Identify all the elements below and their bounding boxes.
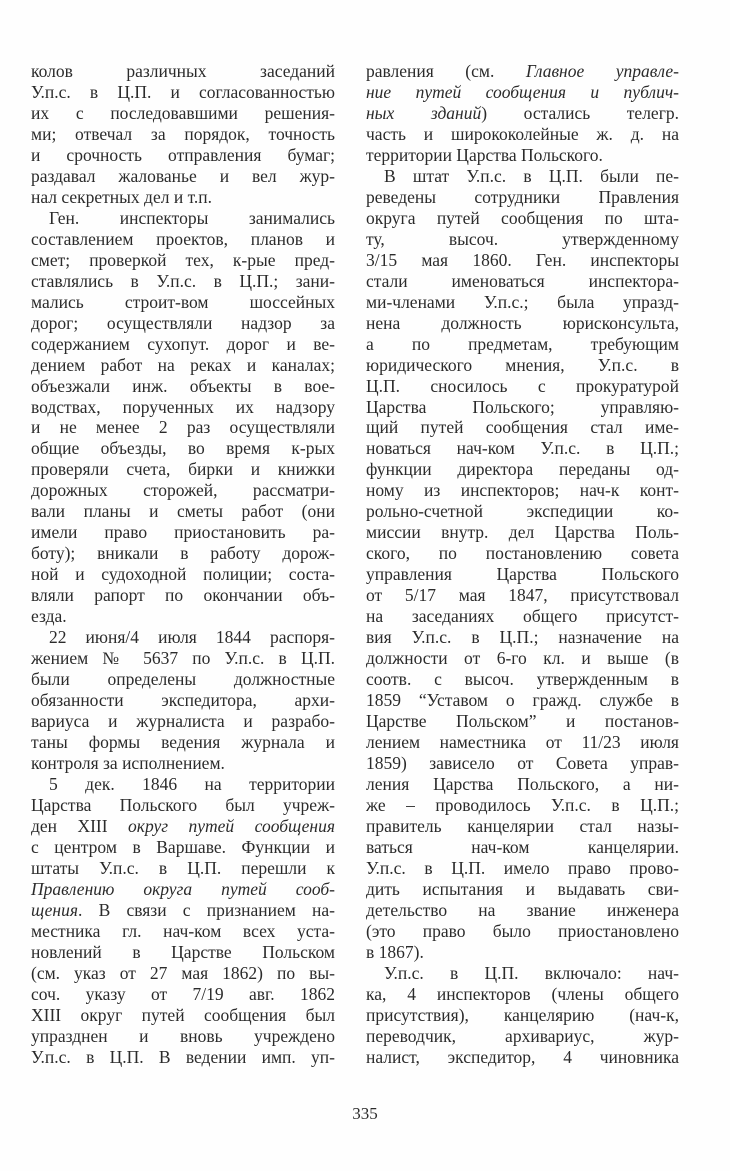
text-line <box>31 606 335 627</box>
text-line <box>366 250 679 271</box>
text-line <box>366 795 679 816</box>
text-line <box>31 564 335 585</box>
text-line <box>31 1047 335 1068</box>
text-line <box>31 250 335 271</box>
italic-text: ние путей сообщения и публич- <box>366 81 679 102</box>
text-segment: в 1867). <box>366 941 424 962</box>
text-segment: Царстве Польском” и постанов- <box>366 711 679 732</box>
text-segment: щий путей сообщения стал име- <box>366 417 679 438</box>
text-line <box>31 82 335 103</box>
text-line <box>31 984 335 1005</box>
text-segment: Царства Польского был учреж- <box>31 794 335 815</box>
text-line <box>366 522 679 543</box>
text-line <box>31 1005 335 1026</box>
text-segment: У.п.с. в Ц.П. включало: нач- <box>384 962 679 983</box>
text-segment: ставлялись в У.п.с. в Ц.П.; зани- <box>31 270 335 291</box>
text-line <box>31 61 335 82</box>
text-line <box>31 292 335 313</box>
text-line <box>31 858 335 879</box>
text-segment: (см. указ от 27 мая 1862) по вы- <box>31 962 335 983</box>
text-segment: нал секретных дел и т.п. <box>31 186 213 207</box>
text-line <box>366 480 679 501</box>
text-segment: общие объезды, во время к-рых <box>31 438 335 459</box>
text-segment: таны формы ведения журнала и <box>31 732 335 752</box>
page-number: 335 <box>352 1104 378 1123</box>
text-line <box>31 166 335 187</box>
text-segment: В штат У.п.с. в Ц.П. были пе- <box>384 165 679 186</box>
text-segment: У.п.с. в Ц.П. В ведении имп. уп- <box>31 1046 335 1067</box>
text-segment: переводчик, архивариус, жур- <box>366 1025 679 1046</box>
text-line <box>366 145 679 166</box>
text-segment: их с последовавшими решения- <box>31 102 335 123</box>
text-line <box>366 124 679 145</box>
text-segment: проверяли счета, бирки и книжки <box>31 459 335 480</box>
text-line <box>366 942 679 963</box>
text-segment: упразднен и вновь учреждено <box>31 1025 335 1046</box>
text-segment: местника гл. нач-ком всех уста- <box>31 920 335 941</box>
text-segment: ваться нач-ком канцелярии. <box>366 836 679 857</box>
text-segment: вляли рапорт по окончании объ- <box>31 585 335 606</box>
text-segment: соотв. с высоч. утвержденным в <box>366 669 679 690</box>
text-segment: штаты У.п.с. в Ц.П. перешли к <box>31 857 335 878</box>
text-line <box>31 145 335 166</box>
text-line <box>31 543 335 564</box>
text-segment: ми; отвечал за порядок, точность <box>31 123 335 144</box>
text-line <box>31 585 335 606</box>
text-segment: ления Царства Польского, а ни- <box>366 773 679 794</box>
text-line <box>366 459 679 480</box>
text-segment: У.п.с. в Ц.П. и согласованностью <box>31 81 335 102</box>
text-line <box>366 313 679 334</box>
text-segment: У.п.с. в Ц.П. имело право прово- <box>366 857 679 878</box>
text-segment: стали именоваться инспектора- <box>366 270 679 291</box>
text-segment: миссии внутр. дел Царства Поль- <box>366 522 679 543</box>
text-line <box>31 942 335 963</box>
text-segment: же – проводилось У.п.с. в Ц.П.; <box>366 794 679 815</box>
text-segment: боту); вникали в работу дорож- <box>31 543 335 564</box>
text-line <box>366 1026 679 1047</box>
text-line <box>366 921 679 942</box>
text-segment: лением наместника от 11/23 июля <box>366 732 679 752</box>
text-segment: контроля за исполнением. <box>31 752 225 773</box>
text-line <box>366 355 679 376</box>
text-segment: жением № 5637 по У.п.с. в Ц.П. <box>31 648 335 669</box>
text-segment: ского, по постановлению совета <box>366 543 679 564</box>
text-segment: а по предметам, требующим <box>366 333 679 354</box>
text-line <box>31 669 335 690</box>
text-line <box>31 837 335 858</box>
text-segment: объезжали инж. объекты в вое- <box>31 375 335 396</box>
text-line <box>366 543 679 564</box>
text-segment: юридического мнения, У.п.с. в <box>366 354 679 375</box>
text-line <box>366 627 679 648</box>
text-segment: XIII округ путей сообщения был <box>31 1004 335 1025</box>
text-line <box>366 669 679 690</box>
text-segment: 22 июня/4 июля 1844 распоря- <box>49 627 335 648</box>
text-segment: вали планы и сметы работ (они <box>31 501 335 522</box>
text-line <box>31 355 335 376</box>
text-line <box>31 795 335 816</box>
text-line <box>366 501 679 522</box>
text-line <box>366 984 679 1005</box>
text-segment: соч. указу от 7/19 авг. 1862 <box>31 983 335 1004</box>
text-segment: имели право приостановить ра- <box>31 522 335 543</box>
text-line <box>366 1047 679 1068</box>
text-line <box>366 397 679 418</box>
text-line <box>366 103 679 124</box>
text-segment: равления (см. <box>366 61 526 81</box>
text-line <box>366 187 679 208</box>
text-line <box>31 690 335 711</box>
text-segment: управления Царства Польского <box>366 564 679 585</box>
text-column-left <box>31 61 335 1068</box>
text-segment: содержанием сухопут. дорог и ве- <box>31 333 335 354</box>
text-line <box>366 564 679 585</box>
text-line <box>366 900 679 921</box>
text-segment: территории Царства Польского. <box>366 144 603 165</box>
text-line <box>366 963 679 984</box>
text-line <box>366 1005 679 1026</box>
text-segment: округа путей сообщения по шта- <box>366 207 679 228</box>
text-line <box>31 376 335 397</box>
italic-text: Главное управле- <box>525 61 679 81</box>
text-line <box>366 690 679 711</box>
text-segment: должности от 6-го кл. и выше (в <box>366 648 679 669</box>
italic-text: Правлению округа путей сооб- <box>31 878 335 899</box>
text-segment: часть и ширококолейные ж. д. на <box>366 123 679 144</box>
text-segment: обязанности экспедитора, архи- <box>31 690 335 711</box>
text-segment: рольно-счетной экспедиции ко- <box>366 501 679 522</box>
text-segment: налист, экспедитор, 4 чиновника <box>366 1046 679 1067</box>
text-line <box>366 292 679 313</box>
text-line <box>31 124 335 145</box>
text-segment: новаться нач-ком У.п.с. в Ц.П.; <box>366 438 679 459</box>
text-segment: составлением проектов, планов и <box>31 228 335 249</box>
text-line <box>31 963 335 984</box>
text-line <box>31 271 335 292</box>
text-line <box>366 753 679 774</box>
text-segment: раздавал жалованье и вел жур- <box>31 165 335 186</box>
text-segment: . В связи с признанием на- <box>77 899 335 920</box>
text-line <box>31 711 335 732</box>
text-segment: ной и судоходной полиции; соста- <box>31 564 335 585</box>
text-segment: ту, высоч. утвержденному <box>366 228 679 249</box>
text-line <box>31 208 335 229</box>
text-segment: смет; проверкой тех, к-рые пред- <box>31 249 335 270</box>
italic-text: округ путей сообщения <box>128 815 335 836</box>
text-segment: от 5/17 мая 1847, присутствовал <box>366 585 679 606</box>
text-line <box>366 208 679 229</box>
text-line <box>31 648 335 669</box>
text-segment: ден XIII <box>31 815 129 836</box>
text-segment: дорожных сторожей, рассматри- <box>31 480 335 501</box>
text-segment: вия У.п.с. в Ц.П.; назначение на <box>366 627 679 648</box>
text-segment: дорог; осуществляли надзор за <box>31 312 335 333</box>
text-segment: мались строит-вом шоссейных <box>31 291 335 312</box>
italic-text: ных зданий <box>366 102 482 123</box>
text-line <box>31 753 335 774</box>
text-line <box>366 774 679 795</box>
text-line <box>366 585 679 606</box>
text-line <box>31 480 335 501</box>
text-segment: на заседаниях общего присутст- <box>366 606 679 627</box>
text-segment: функции директора переданы од- <box>366 459 679 480</box>
text-line <box>31 397 335 418</box>
text-line <box>366 606 679 627</box>
text-segment: Ген. инспекторы занимались <box>49 207 335 228</box>
text-segment: 1859) зависело от Совета управ- <box>366 752 679 773</box>
italic-text: щения <box>31 899 78 920</box>
text-line <box>366 858 679 879</box>
text-segment: детельство на звание инженера <box>366 899 679 920</box>
text-line <box>31 522 335 543</box>
text-line <box>31 313 335 334</box>
text-segment: дить испытания и выдавать сви- <box>366 878 679 899</box>
text-segment: Ц.П. сносилось с прокуратурой <box>366 375 679 396</box>
text-line <box>366 837 679 858</box>
text-segment: езда. <box>31 606 67 627</box>
text-column-right <box>366 61 679 1068</box>
text-line <box>31 459 335 480</box>
text-line <box>366 334 679 355</box>
text-segment: вариуса и журналиста и разрабо- <box>31 711 335 732</box>
text-segment: правитель канцелярии стал назы- <box>366 815 679 836</box>
text-segment: колов различных заседаний <box>31 61 335 81</box>
text-line <box>366 732 679 753</box>
text-line <box>31 627 335 648</box>
text-segment: ному из инспекторов; нач-к конт- <box>366 480 679 501</box>
text-line <box>31 501 335 522</box>
text-line <box>31 900 335 921</box>
text-segment: и не менее 2 раз осуществляли <box>31 417 335 438</box>
text-line <box>31 438 335 459</box>
text-line <box>31 187 335 208</box>
text-line <box>366 438 679 459</box>
text-segment: с центром в Варшаве. Функции и <box>31 836 335 857</box>
text-segment: и срочность отправления бумаг; <box>31 144 335 165</box>
text-segment: нена должность юрисконсульта, <box>366 312 679 333</box>
text-line <box>366 879 679 900</box>
text-segment: новлений в Царстве Польском <box>31 941 335 962</box>
text-line <box>31 921 335 942</box>
text-line <box>366 229 679 250</box>
text-line <box>366 648 679 669</box>
text-segment: ка, 4 инспекторов (члены общего <box>366 983 679 1004</box>
text-line <box>31 816 335 837</box>
text-line <box>31 732 335 753</box>
text-segment: 3/15 мая 1860. Ген. инспекторы <box>366 249 679 270</box>
text-segment: были определены должностные <box>31 669 335 690</box>
text-line <box>366 82 679 103</box>
text-segment: ) остались телегр. <box>481 102 679 123</box>
text-segment: дением работ на реках и каналах; <box>31 354 335 375</box>
text-line <box>366 166 679 187</box>
text-segment: водствах, порученных их надзору <box>31 396 335 417</box>
text-line <box>31 334 335 355</box>
text-line <box>366 816 679 837</box>
text-line <box>31 879 335 900</box>
text-segment: 5 дек. 1846 на территории <box>49 773 335 794</box>
text-line <box>31 1026 335 1047</box>
text-line <box>366 417 679 438</box>
text-line <box>366 271 679 292</box>
text-line <box>31 774 335 795</box>
text-segment: (это право было приостановлено <box>366 920 679 941</box>
text-line <box>31 229 335 250</box>
text-line <box>366 711 679 732</box>
text-line <box>31 103 335 124</box>
text-line <box>31 417 335 438</box>
text-line <box>366 61 679 82</box>
text-segment: присутствия), канцелярию (нач-к, <box>366 1004 679 1025</box>
text-line <box>366 376 679 397</box>
text-segment: Царства Польского; управляю- <box>366 396 679 417</box>
text-segment: ми-членами У.п.с.; была упразд- <box>366 291 679 312</box>
text-segment: реведены сотрудники Правления <box>366 186 679 207</box>
text-segment: 1859 “Уставом о гражд. службе в <box>366 690 679 711</box>
